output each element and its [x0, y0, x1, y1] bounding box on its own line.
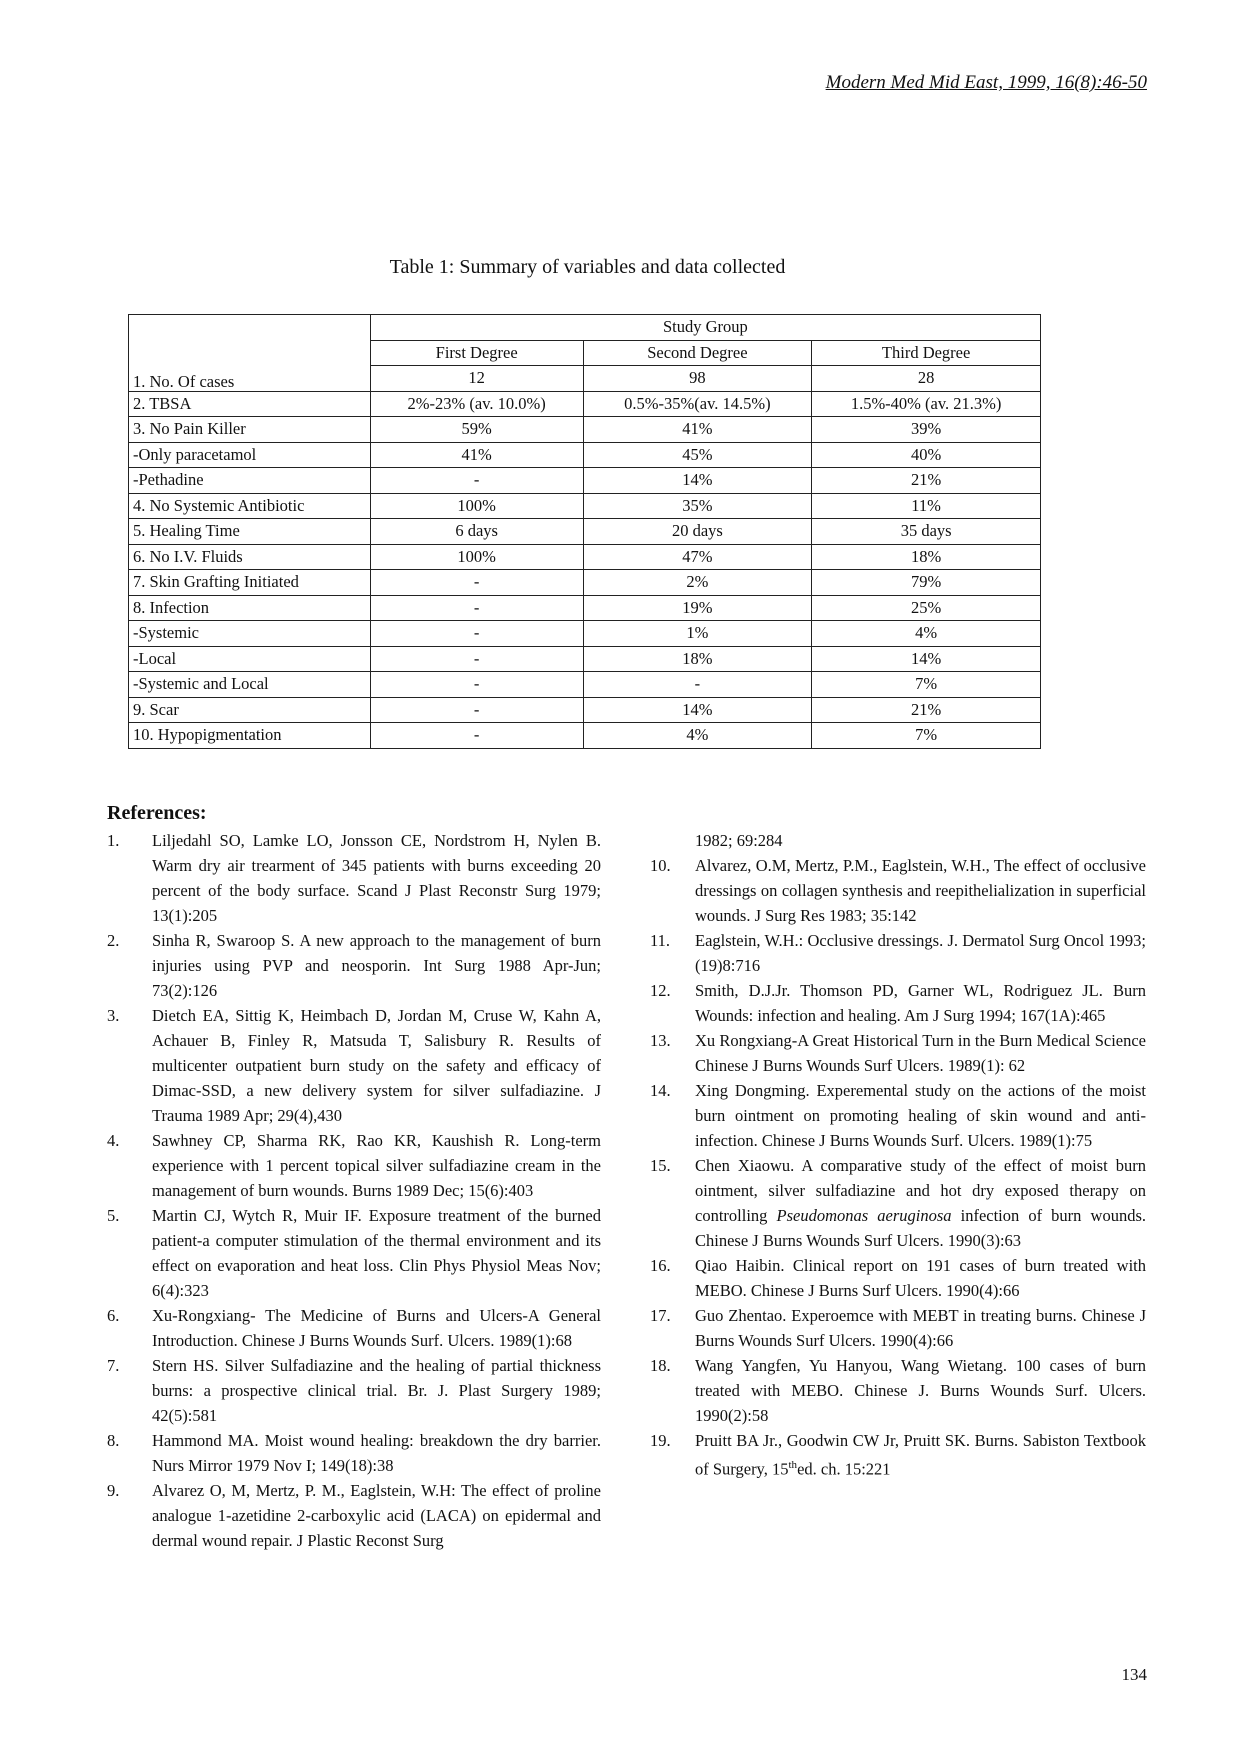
table-cell: 12 [370, 366, 583, 392]
reference-item [650, 1028, 1146, 1078]
table-cell: - [370, 646, 583, 672]
table-row [129, 646, 1041, 672]
references-left-column [107, 828, 601, 1553]
table-header-row [129, 315, 1041, 341]
table-cell: - [370, 723, 583, 749]
table-cell: 45% [583, 442, 812, 468]
reference-number: 4. [107, 1131, 120, 1150]
reference-text: Stern HS. Silver Sulfadiazine and the healing of partial thickness burns: a prospective clinical trial. Br. J. Plast Surgery 1989; 42(5):581 [152, 1356, 601, 1425]
row-label: -Local [129, 646, 371, 672]
table-row [129, 723, 1041, 749]
table-cell: 7% [812, 723, 1041, 749]
table-cell: 14% [812, 646, 1041, 672]
table-row [129, 697, 1041, 723]
table-cell: 98 [583, 366, 812, 392]
table-cell: 4% [812, 621, 1041, 647]
table-cell: - [370, 621, 583, 647]
reference-text-part: Chen Xiaowu. A comparative study of the effect of moist burn ointment, silver sulfadiazine and hot dry exposed therapy on controlling [695, 1156, 1146, 1225]
reference-item [650, 928, 1146, 978]
table-row [129, 595, 1041, 621]
reference-number: 6. [107, 1306, 120, 1325]
reference-text: Sawhney CP, Sharma RK, Rao KR, Kaushish R. Long-term experience with 1 percent topical silver sulfadiazine cream in the management of burn wounds. Burns 1989 Dec; 15(6):403 [152, 1131, 601, 1200]
reference-text: Eaglstein, W.H.: Occlusive dressings. J. Dermatol Surg Oncol 1993; (19)8:716 [695, 931, 1146, 975]
table-cell: 1.5%-40% (av. 21.3%) [812, 391, 1041, 417]
reference-item [107, 1003, 601, 1128]
reference-text: Qiao Haibin. Clinical report on 191 cases of burn treated with MEBO. Chinese J Burns Surf Ulcers. 1990(4):66 [695, 1256, 1146, 1300]
reference-item [650, 1428, 1146, 1482]
column-header: Second Degree [583, 340, 812, 366]
reference-number: 15. [650, 1156, 671, 1175]
reference-text: Martin CJ, Wytch R, Muir IF. Exposure treatment of the burned patient-a computer stimulation of the thermal environment and its effect on evaporation and heat loss. Clin Phys Physiol Meas Nov; 6(4):323 [152, 1206, 601, 1300]
reference-number: 10. [650, 856, 671, 875]
table-cell: 19% [583, 595, 812, 621]
table-row [129, 570, 1041, 596]
references-title: References: [107, 802, 207, 824]
table-cell: 11% [812, 493, 1041, 519]
page-number: 134 [1121, 1665, 1147, 1684]
column-header: First Degree [370, 340, 583, 366]
reference-number: 2. [107, 931, 120, 950]
table-cell: 100% [370, 544, 583, 570]
row-label: 10. Hypopigmentation [129, 723, 371, 749]
table-cell: 41% [583, 417, 812, 443]
table-cell: 2%-23% (av. 10.0%) [370, 391, 583, 417]
reference-item [107, 1303, 601, 1353]
table-cell: 2% [583, 570, 812, 596]
table-cell: - [370, 697, 583, 723]
row-label-cell [129, 315, 371, 392]
table-cell: 18% [583, 646, 812, 672]
reference-item [650, 1153, 1146, 1253]
reference-item [107, 828, 601, 928]
table-cell: 79% [812, 570, 1041, 596]
reference-text: Dietch EA, Sittig K, Heimbach D, Jordan M, Cruse W, Kahn A, Achauer B, Finley R, Matsuda T, Salisbury R. Results of multicenter outpatient burn study on the safety and efficacy of Dimac-SSD, a new delivery system for silver sulfadiazine. J Trauma 1989 Apr; 29(4),430 [152, 1006, 601, 1125]
table-cell: 39% [812, 417, 1041, 443]
reference-item [107, 1478, 601, 1553]
reference-text-part: Pruitt BA Jr., Goodwin CW Jr, Pruitt SK. Burns. Sabiston Textbook of Surgery, 15 [695, 1431, 1146, 1479]
reference-item [650, 1078, 1146, 1153]
table-cell: - [370, 468, 583, 494]
reference-number: 5. [107, 1206, 120, 1225]
row-label: -Only paracetamol [129, 442, 371, 468]
reference-item [107, 1428, 601, 1478]
table-cell: 6 days [370, 519, 583, 545]
table-cell: 1% [583, 621, 812, 647]
table-cell: 18% [812, 544, 1041, 570]
reference-text [695, 1153, 1146, 1253]
table-cell: 4% [583, 723, 812, 749]
reference-text: 1982; 69:284 [695, 831, 783, 850]
reference-continuation [650, 828, 1146, 853]
reference-text: Alvarez, O.M, Mertz, P.M., Eaglstein, W.H., The effect of occlusive dressings on collagen synthesis and reepithelialization in superficial wounds. J Surg Res 1983; 35:142 [695, 856, 1146, 925]
reference-number: 9. [107, 1481, 120, 1500]
table-cell: 7% [812, 672, 1041, 698]
table-row [129, 544, 1041, 570]
reference-text-superscript: th [788, 1459, 798, 1471]
table-cell: 14% [583, 697, 812, 723]
reference-item [650, 853, 1146, 928]
reference-text: Hammond MA. Moist wound healing: breakdown the dry barrier. Nurs Mirror 1979 Nov I; 149(18):38 [152, 1431, 601, 1475]
table-cell: - [370, 672, 583, 698]
table-cell: 59% [370, 417, 583, 443]
table-cell: 41% [370, 442, 583, 468]
reference-text: Xu Rongxiang-A Great Historical Turn in the Burn Medical Science Chinese J Burns Wounds Surf Ulcers. 1989(1): 62 [695, 1031, 1146, 1075]
table-cell: 25% [812, 595, 1041, 621]
reference-item [107, 928, 601, 1003]
reference-text: Guo Zhentao. Experoemce with MEBT in treating burns. Chinese J Burns Wounds Surf Ulcers. 1990(4):66 [695, 1306, 1146, 1350]
reference-text: Xing Dongming. Experemental study on the actions of the moist burn ointment on promoting healing of skin wound and anti-infection. Chinese J Burns Wounds Surf. Ulcers. 1989(1):75 [695, 1081, 1146, 1150]
reference-item [650, 1253, 1146, 1303]
reference-text: Xu-Rongxiang- The Medicine of Burns and Ulcers-A General Introduction. Chinese J Burns Wounds Surf. Ulcers. 1989(1):68 [152, 1306, 601, 1350]
reference-text: Liljedahl SO, Lamke LO, Jonsson CE, Nordstrom H, Nylen B. Warm dry air trearment of 345 patients with burns exceeding 20 percent of the body surface. Scand J Plast Reconstr Surg 1979; 13(1):205 [152, 831, 601, 925]
table-row [129, 493, 1041, 519]
table-cell: - [370, 570, 583, 596]
row-label: 8. Infection [129, 595, 371, 621]
table-row [129, 468, 1041, 494]
table-cell: 21% [812, 468, 1041, 494]
reference-text-italic: Pseudomonas aeruginosa [776, 1206, 952, 1225]
table-cell: - [370, 595, 583, 621]
table-row [129, 442, 1041, 468]
row-label: -Systemic [129, 621, 371, 647]
row-label: -Pethadine [129, 468, 371, 494]
row-label: 5. Healing Time [129, 519, 371, 545]
table-cell: 21% [812, 697, 1041, 723]
reference-number: 13. [650, 1031, 671, 1050]
table-row [129, 519, 1041, 545]
reference-number: 7. [107, 1356, 120, 1375]
summary-table [128, 314, 1041, 749]
reference-number: 17. [650, 1306, 671, 1325]
table-cell: 47% [583, 544, 812, 570]
row-label: 1. No. Of cases [133, 372, 235, 391]
table-cell: 100% [370, 493, 583, 519]
table-row [129, 672, 1041, 698]
reference-text [695, 1428, 1146, 1482]
reference-number: 18. [650, 1356, 671, 1375]
table-cell: - [583, 672, 812, 698]
row-label: -Systemic and Local [129, 672, 371, 698]
reference-text-part: infection of burn wounds. Chinese J Burns Wounds Surf Ulcers. 1990(3):63 [695, 1206, 1146, 1250]
row-label: 9. Scar [129, 697, 371, 723]
table-cell: 40% [812, 442, 1041, 468]
reference-item [107, 1203, 601, 1303]
reference-number: 3. [107, 1006, 120, 1025]
reference-text: Alvarez O, M, Mertz, P. M., Eaglstein, W.H: The effect of proline analogue 1-azetidine 2-carboxylic acid (LACA) on epidermal and dermal wound repair. J Plastic Reconst Surg [152, 1481, 601, 1550]
row-label: 3. No Pain Killer [129, 417, 371, 443]
row-label: 2. TBSA [129, 391, 371, 417]
reference-number: 8. [107, 1431, 120, 1450]
table-cell: 20 days [583, 519, 812, 545]
table-caption: Table 1: Summary of variables and data collected [389, 256, 786, 278]
reference-text: Sinha R, Swaroop S. A new approach to the management of burn injuries using PVP and neosporin. Int Surg 1988 Apr-Jun; 73(2):126 [152, 931, 601, 1000]
table-cell: 35% [583, 493, 812, 519]
table-cell: 35 days [812, 519, 1041, 545]
reference-text: Smith, D.J.Jr. Thomson PD, Garner WL, Rodriguez JL. Burn Wounds: infection and healing. Am J Surg 1994; 167(1A):465 [695, 981, 1146, 1025]
table-cell: 0.5%-35%(av. 14.5%) [583, 391, 812, 417]
reference-item [650, 1303, 1146, 1353]
reference-item [650, 978, 1146, 1028]
table-row [129, 391, 1041, 417]
table-cell: 14% [583, 468, 812, 494]
reference-item [107, 1128, 601, 1203]
reference-number: 19. [650, 1431, 671, 1450]
column-header: Third Degree [812, 340, 1041, 366]
reference-text-part: ed. ch. 15:221 [797, 1459, 891, 1479]
row-label: 7. Skin Grafting Initiated [129, 570, 371, 596]
table-cell: 28 [812, 366, 1041, 392]
reference-number: 12. [650, 981, 671, 1000]
table-row [129, 417, 1041, 443]
reference-item [650, 1353, 1146, 1428]
reference-text: Wang Yangfen, Yu Hanyou, Wang Wietang. 100 cases of burn treated with MEBO. Chinese J. Burns Wounds Surf. Ulcers. 1990(2):58 [695, 1356, 1146, 1425]
row-label: 6. No I.V. Fluids [129, 544, 371, 570]
group-header: Study Group [370, 315, 1040, 341]
reference-item [107, 1353, 601, 1428]
references-right-column [650, 828, 1146, 1482]
reference-number: 1. [107, 831, 120, 850]
table-row [129, 621, 1041, 647]
reference-number: 11. [650, 931, 671, 950]
reference-number: 16. [650, 1256, 671, 1275]
row-label: 4. No Systemic Antibiotic [129, 493, 371, 519]
journal-citation: Modern Med Mid East, 1999, 16(8):46-50 [825, 72, 1147, 93]
reference-number: 14. [650, 1081, 671, 1100]
